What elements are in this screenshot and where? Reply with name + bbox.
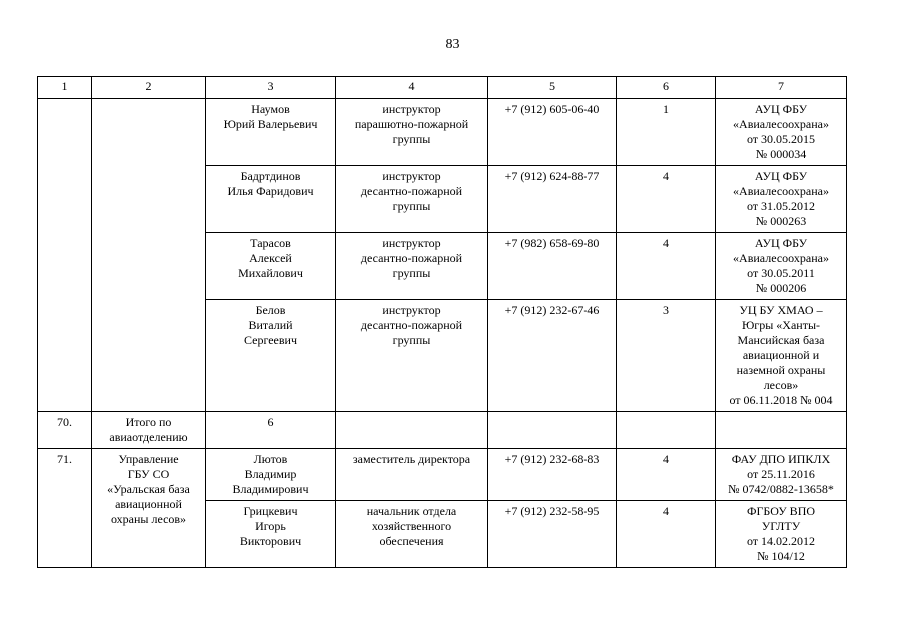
empty-cell xyxy=(488,412,617,449)
employee-position: инструктор десантно-пожарной группы xyxy=(336,166,488,233)
header-col-1: 1 xyxy=(38,77,92,99)
employee-phone: +7 (982) 658-69-80 xyxy=(488,233,617,300)
header-col-2: 2 xyxy=(92,77,206,99)
employee-phone: +7 (912) 624-88-77 xyxy=(488,166,617,233)
table-row xyxy=(38,449,847,501)
header-col-7: 7 xyxy=(716,77,847,99)
employee-count: 3 xyxy=(617,300,716,412)
employee-certificate: АУЦ ФБУ «Авиалесоохрана» от 30.05.2011 № 000206 xyxy=(716,233,847,300)
employee-certificate: ФАУ ДПО ИПКЛХ от 25.11.2016 № 0742/0882-13658* xyxy=(716,449,847,501)
employee-position: инструктор парашютно-пожарной группы xyxy=(336,99,488,166)
employee-position: инструктор десантно-пожарной группы xyxy=(336,233,488,300)
row-number: 70. xyxy=(38,412,92,449)
employee-count: 4 xyxy=(617,166,716,233)
total-label: Итого по авиаотделению xyxy=(92,412,206,449)
employee-count: 4 xyxy=(617,501,716,568)
empty-cell xyxy=(336,412,488,449)
employee-count: 4 xyxy=(617,233,716,300)
employee-phone: +7 (912) 605-06-40 xyxy=(488,99,617,166)
employee-certificate: УЦ БУ ХМАО – Югры «Ханты- Мансийская база авиационной и наземной охраны лесов» от 06.11.2018 № 004 xyxy=(716,300,847,412)
total-value: 6 xyxy=(206,412,336,449)
header-col-5: 5 xyxy=(488,77,617,99)
page-number: 83 xyxy=(445,37,460,52)
employee-name: Тарасов Алексей Михайлович xyxy=(206,233,336,300)
employee-phone: +7 (912) 232-58-95 xyxy=(488,501,617,568)
organization-cell xyxy=(92,99,206,412)
employee-name: Наумов Юрий Валерьевич xyxy=(206,99,336,166)
employee-name: Лютов Владимир Владимирович xyxy=(206,449,336,501)
employee-phone: +7 (912) 232-67-46 xyxy=(488,300,617,412)
employee-certificate: АУЦ ФБУ «Авиалесоохрана» от 30.05.2015 № 000034 xyxy=(716,99,847,166)
header-col-6: 6 xyxy=(617,77,716,99)
organization-name: Управление ГБУ СО «Уральская база авиационной охраны лесов» xyxy=(92,449,206,568)
row-number-cell xyxy=(38,99,92,412)
employee-count: 4 xyxy=(617,449,716,501)
employee-name: Белов Виталий Сергеевич xyxy=(206,300,336,412)
employee-position: заместитель директора xyxy=(336,449,488,501)
employee-position: начальник отдела хозяйственного обеспечения xyxy=(336,501,488,568)
row-number: 71. xyxy=(38,449,92,568)
employee-position: инструктор десантно-пожарной группы xyxy=(336,300,488,412)
empty-cell xyxy=(716,412,847,449)
employee-phone: +7 (912) 232-68-83 xyxy=(488,449,617,501)
employee-name: Бадртдинов Илья Фаридович xyxy=(206,166,336,233)
table-row-total xyxy=(38,412,847,449)
header-col-4: 4 xyxy=(336,77,488,99)
empty-cell xyxy=(617,412,716,449)
employee-certificate: АУЦ ФБУ «Авиалесоохрана» от 31.05.2012 № 000263 xyxy=(716,166,847,233)
employee-certificate: ФГБОУ ВПО УГЛТУ от 14.02.2012 № 104/12 xyxy=(716,501,847,568)
registry-table xyxy=(37,76,847,568)
employee-name: Грицкевич Игорь Викторович xyxy=(206,501,336,568)
header-row xyxy=(38,77,847,99)
table-row xyxy=(38,99,847,166)
employee-count: 1 xyxy=(617,99,716,166)
header-col-3: 3 xyxy=(206,77,336,99)
